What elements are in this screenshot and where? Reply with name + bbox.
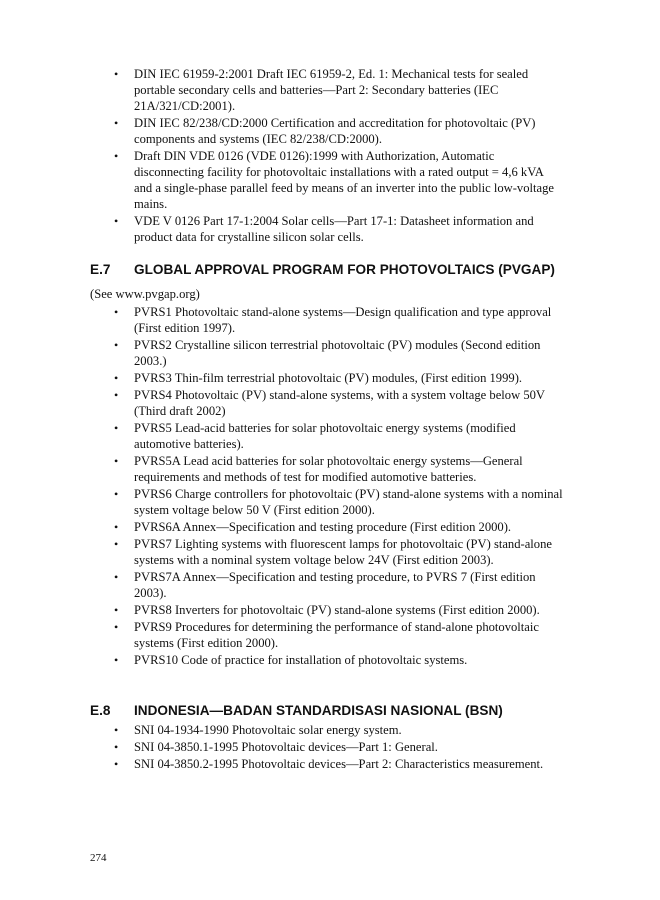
list-item: • PVRS2 Crystalline silicon terrestrial photovoltaic (PV) modules (Second edition 2003.) <box>114 338 541 368</box>
e7-standards-list <box>114 304 564 669</box>
section-title: GLOBAL APPROVAL PROGRAM FOR PHOTOVOLTAICS (PVGAP) <box>134 262 555 277</box>
e6-standards-list <box>114 66 564 246</box>
list-item: • VDE V 0126 Part 17-1:2004 Solar cells—Part 17-1: Datasheet information and product data for crystalline silicon solar cells. <box>114 214 534 244</box>
list-item: • SNI 04-3850.2-1995 Photovoltaic devices—Part 2: Characteristics measurement. <box>114 757 544 771</box>
list-item: • DIN IEC 82/238/CD:2000 Certification and accreditation for photovoltaic (PV) components and systems (IEC 82/238/CD:2000). <box>114 116 536 146</box>
list-item: • Draft DIN VDE 0126 (VDE 0126):1999 with Authorization, Automatic disconnecting facility for photovoltaic installations with a rated output = 4,6 kVA and a single-phase parallel feed by means of an inverter into the public low-voltage mains. <box>114 149 554 211</box>
list-item: • PVRS6A Annex—Specification and testing procedure (First edition 2000). <box>114 520 512 534</box>
bullet-icon: • <box>114 305 119 319</box>
bullet-icon: • <box>114 214 119 228</box>
section-number: E.8 <box>90 703 111 718</box>
bullet-icon: • <box>114 149 119 163</box>
bullet-icon: • <box>114 723 119 737</box>
bullet-icon: • <box>114 570 119 584</box>
list-item: • PVRS10 Code of practice for installation of photovoltaic systems. <box>114 653 468 667</box>
list-item: • SNI 04-1934-1990 Photovoltaic solar energy system. <box>114 723 402 737</box>
bullet-icon: • <box>114 757 119 771</box>
bullet-icon: • <box>114 603 119 617</box>
bullet-icon: • <box>114 620 119 634</box>
list-item: • SNI 04-3850.1-1995 Photovoltaic devices—Part 1: General. <box>114 740 438 754</box>
section-heading-e7 <box>90 261 555 279</box>
list-item: • PVRS5A Lead acid batteries for solar photovoltaic energy systems—General requirements and methods of test for modified automotive batteries. <box>114 454 523 484</box>
section-title: INDONESIA—BADAN STANDARDISASI NASIONAL (BSN) <box>134 703 503 718</box>
bullet-icon: • <box>114 653 119 667</box>
bullet-icon: • <box>114 454 119 468</box>
list-item: • PVRS7 Lighting systems with fluorescent lamps for photovoltaic (PV) stand-alone systems with a nominal system voltage below 24V (First edition 2003). <box>114 537 552 567</box>
section-heading-e8 <box>90 702 503 720</box>
bullet-icon: • <box>114 421 119 435</box>
list-item: • PVRS1 Photovoltaic stand-alone systems—Design qualification and type approval (First edition 1997). <box>114 305 552 335</box>
list-item: • PVRS8 Inverters for photovoltaic (PV) stand-alone systems (First edition 2000). <box>114 603 540 617</box>
list-item: • PVRS6 Charge controllers for photovoltaic (PV) stand-alone systems with a nominal system voltage below 50 V (First edition 2000). <box>114 487 563 517</box>
list-item: • PVRS3 Thin-film terrestrial photovoltaic (PV) modules, (First edition 1999). <box>114 371 523 385</box>
bullet-icon: • <box>114 116 119 130</box>
bullet-icon: • <box>114 388 119 402</box>
bullet-icon: • <box>114 371 119 385</box>
list-item: • PVRS4 Photovoltaic (PV) stand-alone systems, with a system voltage below 50V (Third draft 2002) <box>114 388 545 418</box>
bullet-icon: • <box>114 67 119 81</box>
list-item: • DIN IEC 61959-2:2001 Draft IEC 61959-2, Ed. 1: Mechanical tests for sealed portable secondary cells and batteries—Part 2: Secondary batteries (IEC 21A/321/CD:2001). <box>114 67 529 113</box>
list-item: • PVRS7A Annex—Specification and testing procedure, to PVRS 7 (First edition 2003). <box>114 570 536 600</box>
bullet-icon: • <box>114 338 119 352</box>
list-item: • PVRS5 Lead-acid batteries for solar photovoltaic energy systems (modified automotive batteries). <box>114 421 516 451</box>
bullet-icon: • <box>114 520 119 534</box>
section-number: E.7 <box>90 262 111 277</box>
section-note: (See www.pvgap.org) <box>90 287 200 301</box>
list-item: • PVRS9 Procedures for determining the performance of stand-alone photovoltaic systems (First edition 2000). <box>114 620 539 650</box>
bullet-icon: • <box>114 537 119 551</box>
page-number: 274 <box>90 852 107 864</box>
e8-standards-list <box>114 722 564 773</box>
bullet-icon: • <box>114 487 119 501</box>
bullet-icon: • <box>114 740 119 754</box>
